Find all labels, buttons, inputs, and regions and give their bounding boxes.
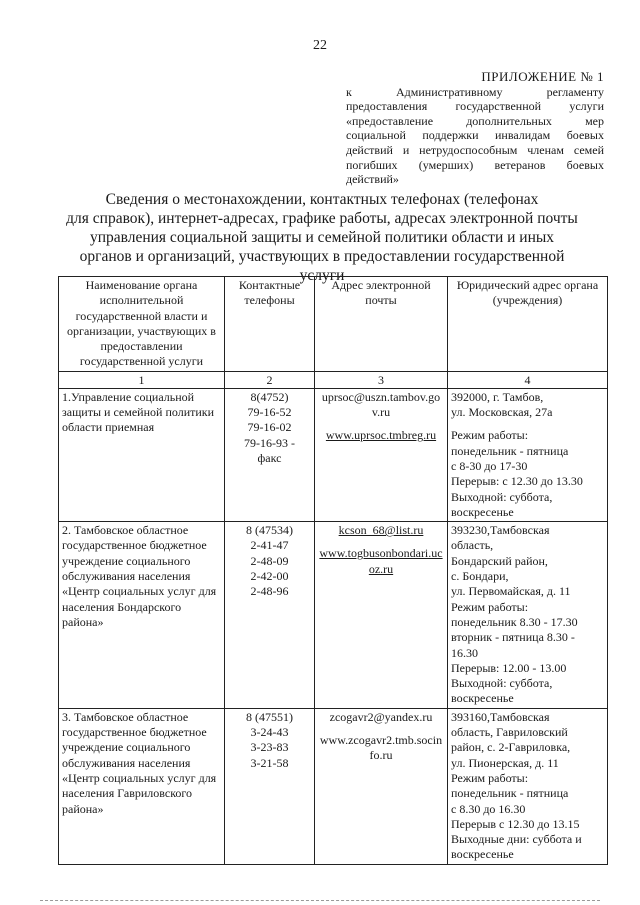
schedule-line: Выходной: суббота, <box>451 676 553 691</box>
schedule-line: Перерыв: с 12.30 до 13.30 <box>451 474 583 489</box>
address-line: область, <box>451 538 494 553</box>
table-row <box>59 388 608 521</box>
phone-number: 79-16-93 - <box>244 435 295 450</box>
header-address: Юридический адрес органа (учреждения) <box>448 277 608 372</box>
address-line: 393230,Тамбовская <box>451 523 550 538</box>
address-line: 393160,Тамбовская <box>451 709 550 724</box>
schedule-line: с 8-30 до 17-30 <box>451 458 528 473</box>
column-number: 1 <box>59 371 225 388</box>
header-phones: Контактные телефоны <box>225 277 315 372</box>
column-number: 4 <box>448 371 608 388</box>
address-line: ул. Пионерская, д. 11 <box>451 755 559 770</box>
phone-number: 79-16-52 <box>247 405 292 420</box>
page-bottom-edge <box>40 900 600 901</box>
address-line: с. Бондари, <box>451 569 509 584</box>
phone-number: 2-48-09 <box>250 553 289 568</box>
website-link[interactable]: www.zcogavr2.tmb.socinfo.ru <box>319 733 443 763</box>
schedule-line: воскресенье <box>451 691 514 706</box>
phone-number: 2-48-96 <box>250 584 289 599</box>
schedule-line: понедельник - пятница <box>451 786 569 801</box>
heading-line: органов и организаций, участвующих в предоставлении государственной <box>79 248 565 265</box>
organization-name: 3. Тамбовское областное государственное бюджетное учреждение социального обслуживания населения «Центр социальных услуг для населения Гавриловского района» <box>59 708 225 864</box>
table-header-row <box>59 277 608 372</box>
address-line: Бондарский район, <box>451 553 548 568</box>
table-row <box>59 708 608 864</box>
phone-number: 2-42-00 <box>250 569 289 584</box>
appendix-text: к Административному регламенту предоставления государственной услуги «предоставление дополнительных мер социальной поддержки инвалидам боевых действий и нетрудоспособным членам семей погибших (умерших) ветеранов боевых действий» <box>346 84 604 187</box>
phone-number: 3-23-83 <box>250 740 289 755</box>
website-link[interactable]: www.uprsoc.tmbreg.ru <box>325 428 437 443</box>
schedule-line: с 8.30 до 16.30 <box>451 801 526 816</box>
schedule-line: Режим работы: <box>451 428 529 443</box>
email-address[interactable]: uprsoc@uszn.tambov.gov.ru <box>321 389 441 420</box>
schedule-line: Режим работы: <box>451 770 529 785</box>
schedule-line: Перерыв с 12.30 до 13.15 <box>451 816 580 831</box>
address-cell <box>448 388 608 521</box>
address-cell <box>448 708 608 864</box>
phones-cell <box>225 708 315 864</box>
schedule-line: воскресенье <box>451 504 514 519</box>
phone-number: 8 (47534) <box>246 523 293 538</box>
phones-cell <box>225 388 315 521</box>
schedule-line: 16.30 <box>451 645 478 660</box>
schedule-line: Режим работы: <box>451 599 529 614</box>
phone-number: 2-41-47 <box>250 538 289 553</box>
schedule-line: Выходной: суббота, <box>451 489 553 504</box>
address-line: 392000, г. Тамбов, <box>451 389 544 404</box>
schedule-line: вторник - пятница 8.30 - <box>451 630 575 645</box>
page-number: 22 <box>313 38 327 53</box>
column-number: 2 <box>225 371 315 388</box>
address-line: ул. Первомайская, д. 11 <box>451 584 571 599</box>
address-line: область, Гавриловский <box>451 725 568 740</box>
header-organization: Наименование органа исполнительной государственной власти и организации, участвующих в предоставлении государственной услуги <box>59 277 225 372</box>
phone-number: факс <box>257 450 282 465</box>
schedule-line: понедельник - пятница <box>451 443 569 458</box>
email-cell <box>315 388 448 521</box>
schedule-line: понедельник 8.30 - 17.30 <box>451 614 578 629</box>
address-line: ул. Московская, 27а <box>451 405 553 420</box>
email-address[interactable]: zcogavr2@yandex.ru <box>329 709 433 724</box>
column-numbers-row <box>59 371 608 388</box>
heading-line: управления социальной защиты и семейной политики области и иных <box>89 229 555 246</box>
website-link[interactable]: www.togbusonbondari.ucoz.ru <box>319 546 443 576</box>
organization-name: 2. Тамбовское областное государственное бюджетное учреждение социального обслуживания населения «Центр социальных услуг для населения Бондарского района» <box>59 522 225 709</box>
header-email: Адрес электронной почты <box>315 277 448 372</box>
address-line: район, с. 2-Гавриловка, <box>451 740 571 755</box>
table-row <box>59 522 608 709</box>
address-cell <box>448 522 608 709</box>
schedule-line: Выходные дни: суббота и <box>451 832 582 847</box>
phone-number: 3-21-58 <box>250 755 289 770</box>
heading-line: для справок), интернет-адресах, графике работы, адресах электронной почты <box>66 210 578 227</box>
document-heading <box>52 190 592 285</box>
schedule-line: воскресенье <box>451 847 514 862</box>
appendix-title: ПРИЛОЖЕНИЕ № 1 <box>481 69 604 84</box>
email-address[interactable]: kcson_68@list.ru <box>338 523 424 538</box>
column-number: 3 <box>315 371 448 388</box>
phone-number: 3-24-43 <box>250 725 289 740</box>
heading-line: Сведения о местонахождении, контактных телефонах (телефонах <box>105 191 539 208</box>
email-cell <box>315 522 448 709</box>
phones-cell <box>225 522 315 709</box>
phone-number: 8(4752) <box>250 389 289 404</box>
phone-number: 79-16-02 <box>247 420 292 435</box>
schedule-line: Перерыв: 12.00 - 13.00 <box>451 660 567 675</box>
organization-name: 1.Управление социальной защиты и семейной политики области приемная <box>59 388 225 521</box>
email-cell <box>315 708 448 864</box>
appendix-block <box>346 70 604 187</box>
organizations-table <box>58 276 608 865</box>
heading-line: услуги <box>299 267 345 284</box>
phone-number: 8 (47551) <box>246 709 293 724</box>
